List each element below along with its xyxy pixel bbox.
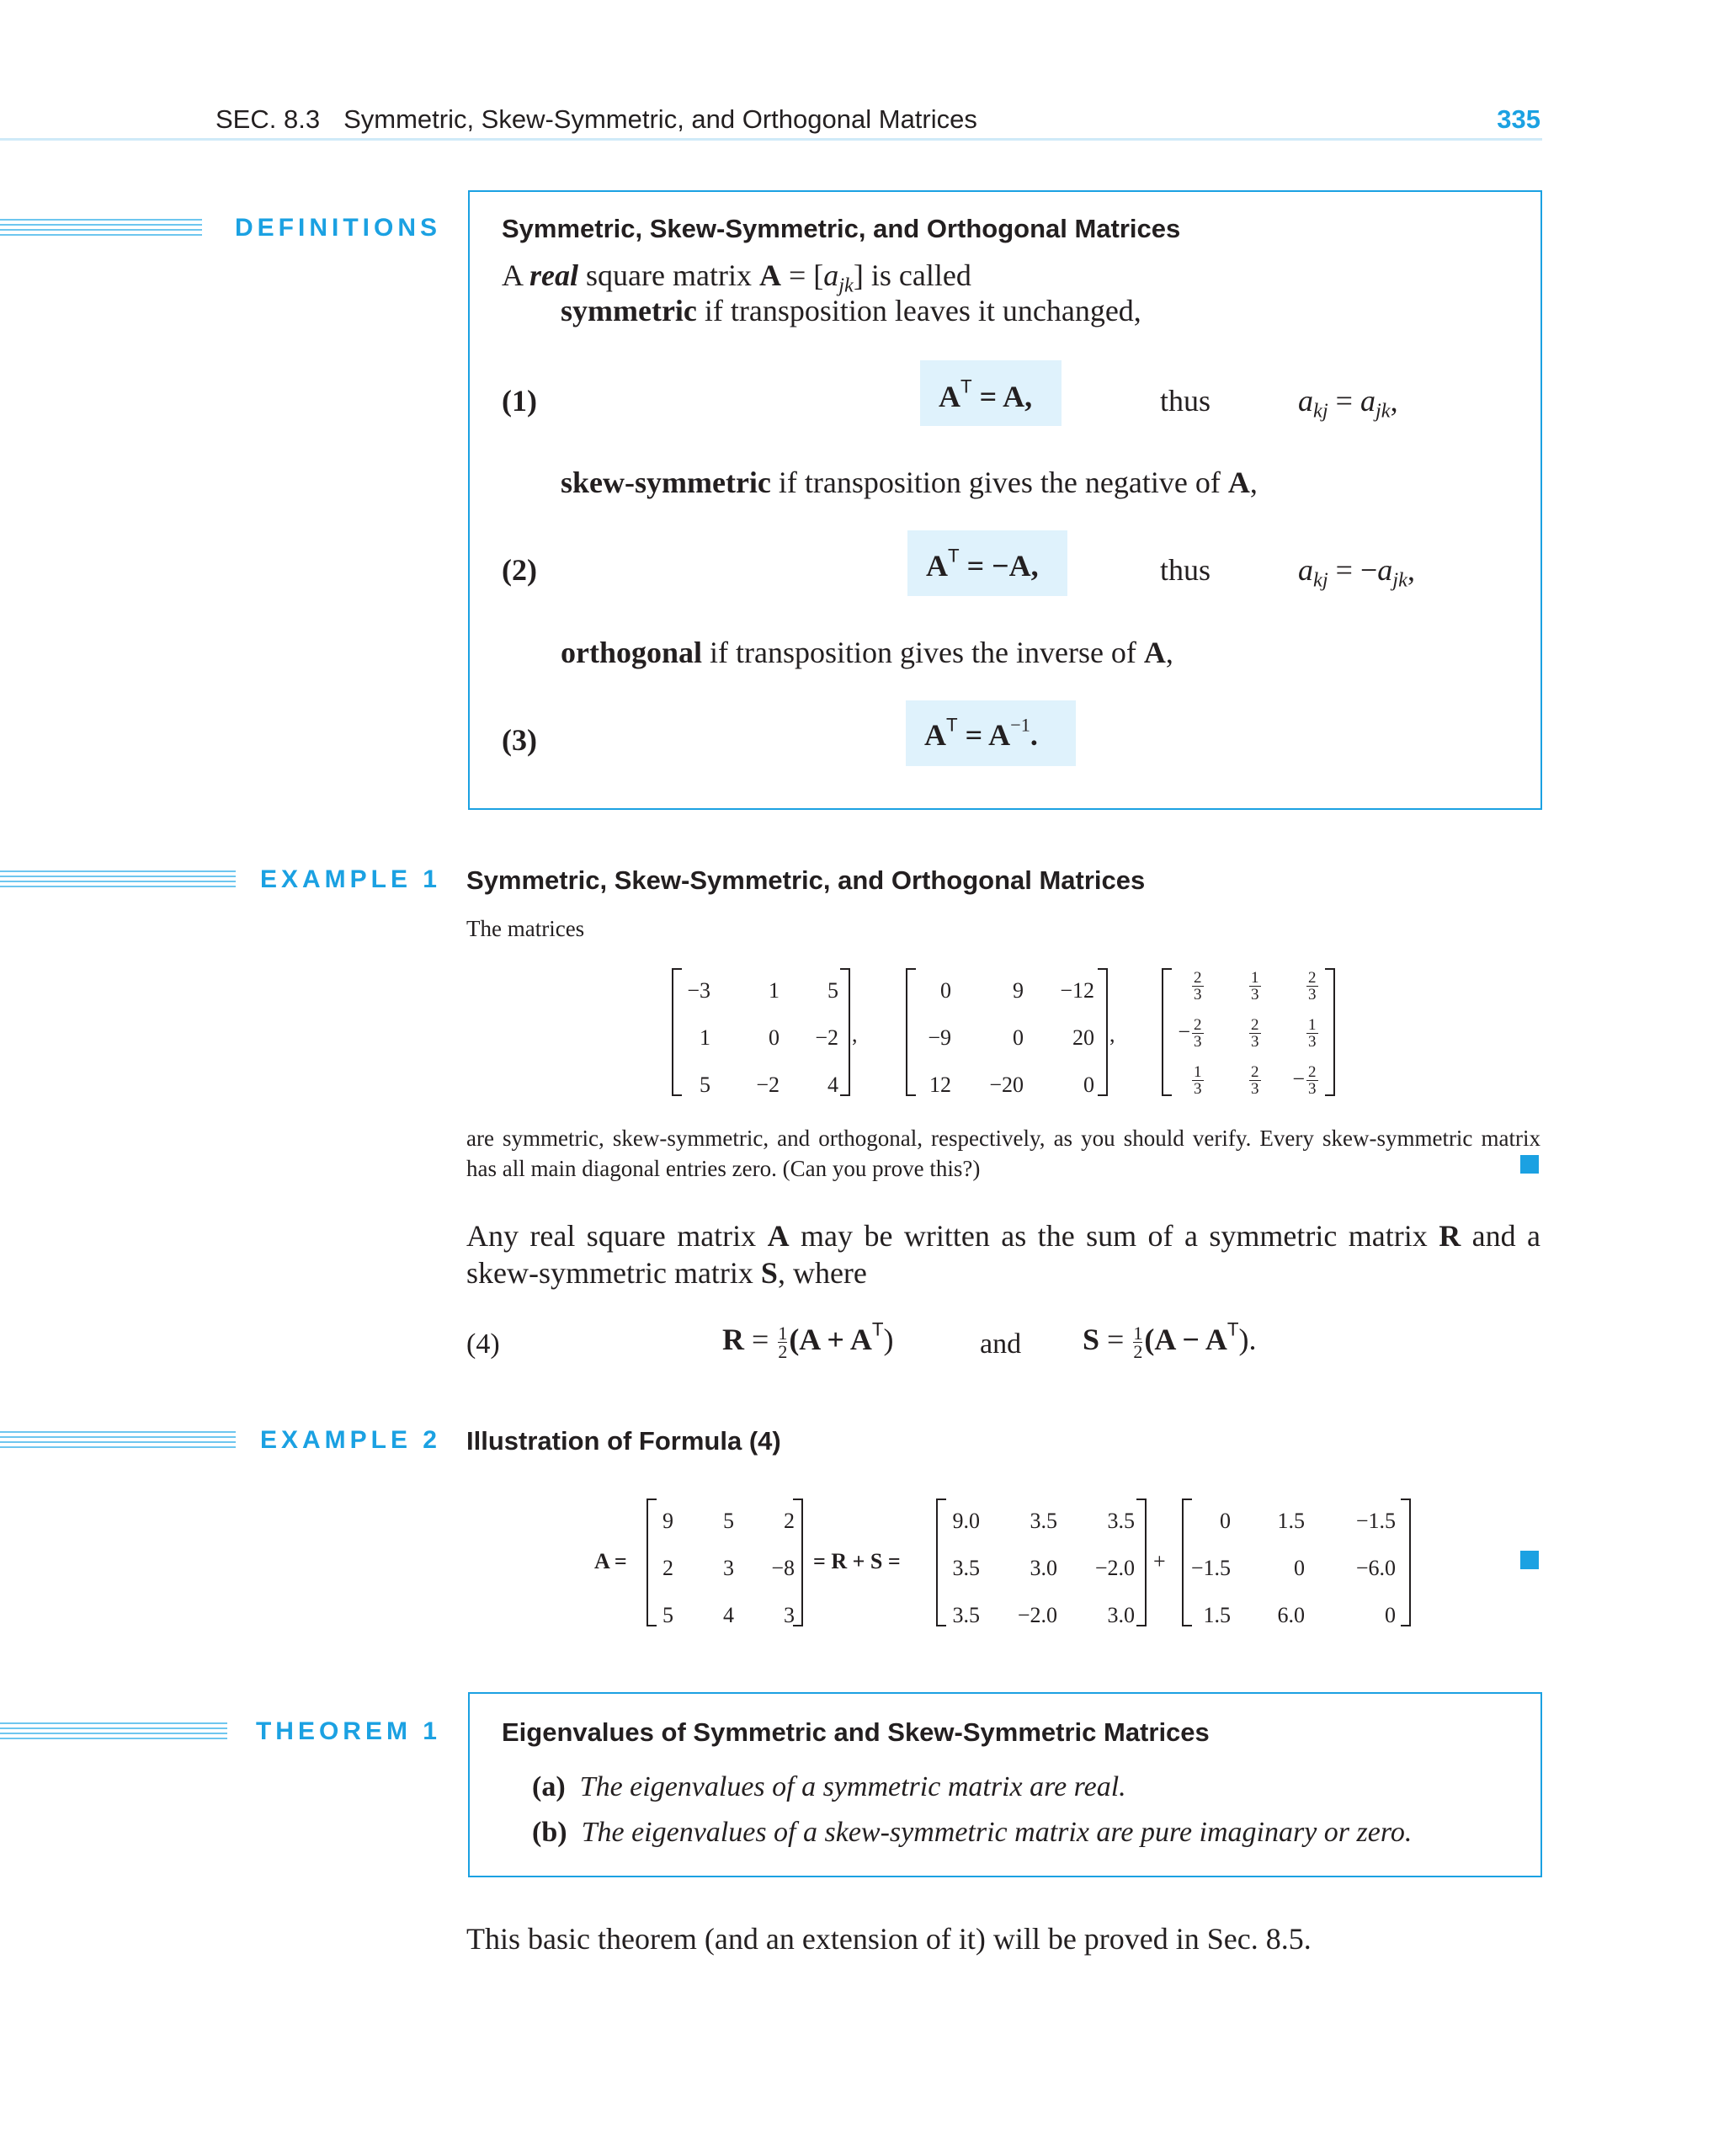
matrix-cell: 2	[784, 1509, 795, 1533]
matrix-cell: 5	[700, 1073, 710, 1097]
decomposition-paragraph: Any real square matrix A may be written as the sum of a symmetric matrix R and a skew-symmetric matrix S, where	[466, 1219, 1541, 1290]
equation-4-R: R = $\frac{1}{2}$ $(A + A^T)$	[722, 1318, 894, 1363]
matrix-cell: 3	[723, 1556, 734, 1580]
matrix-cell: 0	[1013, 1025, 1024, 1050]
example-2-matrix-R	[936, 1499, 1147, 1626]
equation-4-number: (4)	[466, 1328, 500, 1360]
matrix-fraction-cell: 2 3	[1194, 969, 1202, 1003]
example-1-matrix-skew-symmetric	[906, 968, 1108, 1096]
example-2-title: Illustration of Formula (4)	[466, 1426, 781, 1456]
matrix-fraction-cell: 1 3	[1308, 1016, 1317, 1051]
matrix-cell: 0	[940, 978, 951, 1003]
matrix-cell: 1	[769, 978, 780, 1003]
closing-sentence: This basic theorem (and an extension of it) will be proved in Sec. 8.5.	[466, 1922, 1312, 1956]
symmetric-definition: symmetric if transposition leaves it unchanged,	[561, 294, 1141, 327]
theorem-1-part-a: (a) The eigenvalues of a symmetric matrix are real.	[532, 1771, 1126, 1802]
equation-1: $A^T = A$,	[939, 375, 1033, 413]
skew-symmetric-definition: skew-symmetric if transposition gives the negative of A,	[561, 466, 1258, 499]
matrix-cell: 5	[662, 1603, 673, 1627]
matrix-cell: −6.0	[1355, 1556, 1396, 1580]
theorem-1-part-b: (b) The eigenvalues of a skew-symmetric matrix are pure imaginary or zero.	[532, 1817, 1413, 1848]
example-2-label: EXAMPLE 2	[236, 1426, 441, 1455]
matrix-cell: 0	[1083, 1073, 1094, 1097]
matrix-cell: −9	[928, 1025, 951, 1050]
matrix-cell: 5	[723, 1509, 734, 1533]
definitions-label: DEFINITIONS	[202, 214, 441, 242]
matrix-cell: −1.5	[1355, 1509, 1396, 1533]
matrix-cell: 6.0	[1277, 1603, 1305, 1627]
example-1-conclusion: are symmetric, skew-symmetric, and orthogonal, respectively, as you should verify. Every skew-symmetric matrix has all main diagonal entries zero. (Can you prove this?)	[466, 1126, 1540, 1181]
matrix-comma: ,	[852, 1022, 858, 1046]
matrix-cell: 2	[662, 1556, 673, 1580]
matrix-fraction-cell: 1 3	[1194, 1063, 1202, 1098]
matrix-cell: 3.5	[952, 1603, 980, 1627]
example-2-matrix-A	[646, 1499, 803, 1626]
end-of-example-marker	[1520, 1551, 1539, 1569]
equation-3-number: (3)	[502, 723, 537, 757]
matrix-cell: 3.5	[1107, 1509, 1135, 1533]
matrix-fraction-cell: 1 3	[1251, 969, 1259, 1003]
matrix-cell: 1.5	[1203, 1603, 1231, 1627]
matrix-cell: 4	[723, 1603, 734, 1627]
orthogonal-definition: orthogonal if transposition gives the inverse of A,	[561, 636, 1173, 669]
definitions-title: Symmetric, Skew-Symmetric, and Orthogonal Matrices	[502, 214, 1181, 243]
example-2-matrix-S	[1182, 1499, 1411, 1626]
matrix-cell: 1	[700, 1025, 710, 1050]
matrix-cell: −2	[815, 1025, 838, 1050]
matrix-cell: −1.5	[1190, 1556, 1231, 1580]
matrix-cell: 3.0	[1107, 1603, 1135, 1627]
example-1-title: Symmetric, Skew-Symmetric, and Orthogonal Matrices	[466, 865, 1146, 895]
matrix-cell: 20	[1072, 1025, 1094, 1050]
equation-4-S: S = $\frac{1}{2}$ $(A - A^T)$.	[1083, 1318, 1257, 1363]
matrix-cell: −2	[756, 1073, 780, 1097]
equation-2-number: (2)	[502, 553, 537, 587]
matrix-cell: −2.0	[1017, 1603, 1057, 1627]
equation-2-right: $a_{kj} = -a_{jk}$,	[1298, 553, 1415, 592]
matrix-cell: 4	[827, 1073, 838, 1097]
equation-3: $A^T = A^{-1}$.	[924, 714, 1038, 752]
equation-1-number: (1)	[502, 384, 537, 418]
matrix-cell: 0	[1220, 1509, 1231, 1533]
matrix-cell: −3	[687, 978, 710, 1003]
equation-2: $A^T = -A$,	[926, 545, 1039, 583]
matrix-cell: −12	[1060, 978, 1094, 1003]
matrix-cell: 12	[929, 1073, 951, 1097]
header-rule	[0, 138, 1542, 141]
matrix-cell: 5	[827, 978, 838, 1003]
equation-2-thus: thus	[1160, 553, 1211, 587]
equation-1-thus: thus	[1160, 384, 1211, 418]
theorem-1-label: THEOREM 1	[227, 1717, 441, 1746]
matrix-fraction-cell: 2 3	[1251, 1016, 1259, 1051]
equation-1-right: $a_{kj} = a_{jk}$,	[1298, 384, 1398, 423]
example-2-equals-R-plus-S: = R + S =	[813, 1549, 901, 1573]
running-head	[216, 104, 977, 135]
section-title: Symmetric, Skew-Symmetric, and Orthogonal Matrices	[343, 104, 977, 134]
matrix-cell: −20	[989, 1073, 1024, 1097]
equation-4-and: and	[980, 1328, 1022, 1360]
matrix-cell: 0	[769, 1025, 780, 1050]
section-number: SEC. 8.3	[216, 104, 321, 134]
matrix-comma: ,	[1109, 1022, 1115, 1046]
example-2-plus: +	[1153, 1549, 1166, 1573]
example-2-A-equals: A =	[594, 1549, 627, 1573]
matrix-fraction-cell: − 2 3	[1292, 1063, 1317, 1098]
matrix-cell: 3.5	[1030, 1509, 1057, 1533]
matrix-cell: 3	[784, 1603, 795, 1627]
matrix-cell: 0	[1294, 1556, 1305, 1580]
page-number: 335	[1497, 104, 1540, 134]
matrix-cell: 9	[1013, 978, 1024, 1003]
matrix-cell: 3.5	[952, 1556, 980, 1580]
matrix-cell: −8	[771, 1556, 795, 1580]
matrix-cell: −2.0	[1094, 1556, 1135, 1580]
example-1-matrix-orthogonal	[1162, 968, 1335, 1096]
matrix-fraction-cell: 2 3	[1251, 1063, 1259, 1098]
end-of-example-marker	[1520, 1155, 1539, 1174]
matrix-cell: 3.0	[1030, 1556, 1057, 1580]
definitions-intro: A real square matrix $A = [a_{jk}]$ is called	[502, 258, 971, 297]
matrix-cell: 1.5	[1277, 1509, 1305, 1533]
matrix-cell: 9.0	[952, 1509, 980, 1533]
example-1-intro: The matrices	[466, 916, 585, 941]
example-1-label: EXAMPLE 1	[236, 865, 441, 894]
theorem-1-title: Eigenvalues of Symmetric and Skew-Symmetric Matrices	[502, 1717, 1210, 1747]
matrix-fraction-cell: − 2 3	[1178, 1016, 1202, 1051]
example-1-matrix-symmetric	[672, 968, 850, 1096]
matrix-fraction-cell: 2 3	[1308, 969, 1317, 1003]
matrix-cell: 9	[662, 1509, 673, 1533]
matrix-cell: 0	[1385, 1603, 1396, 1627]
